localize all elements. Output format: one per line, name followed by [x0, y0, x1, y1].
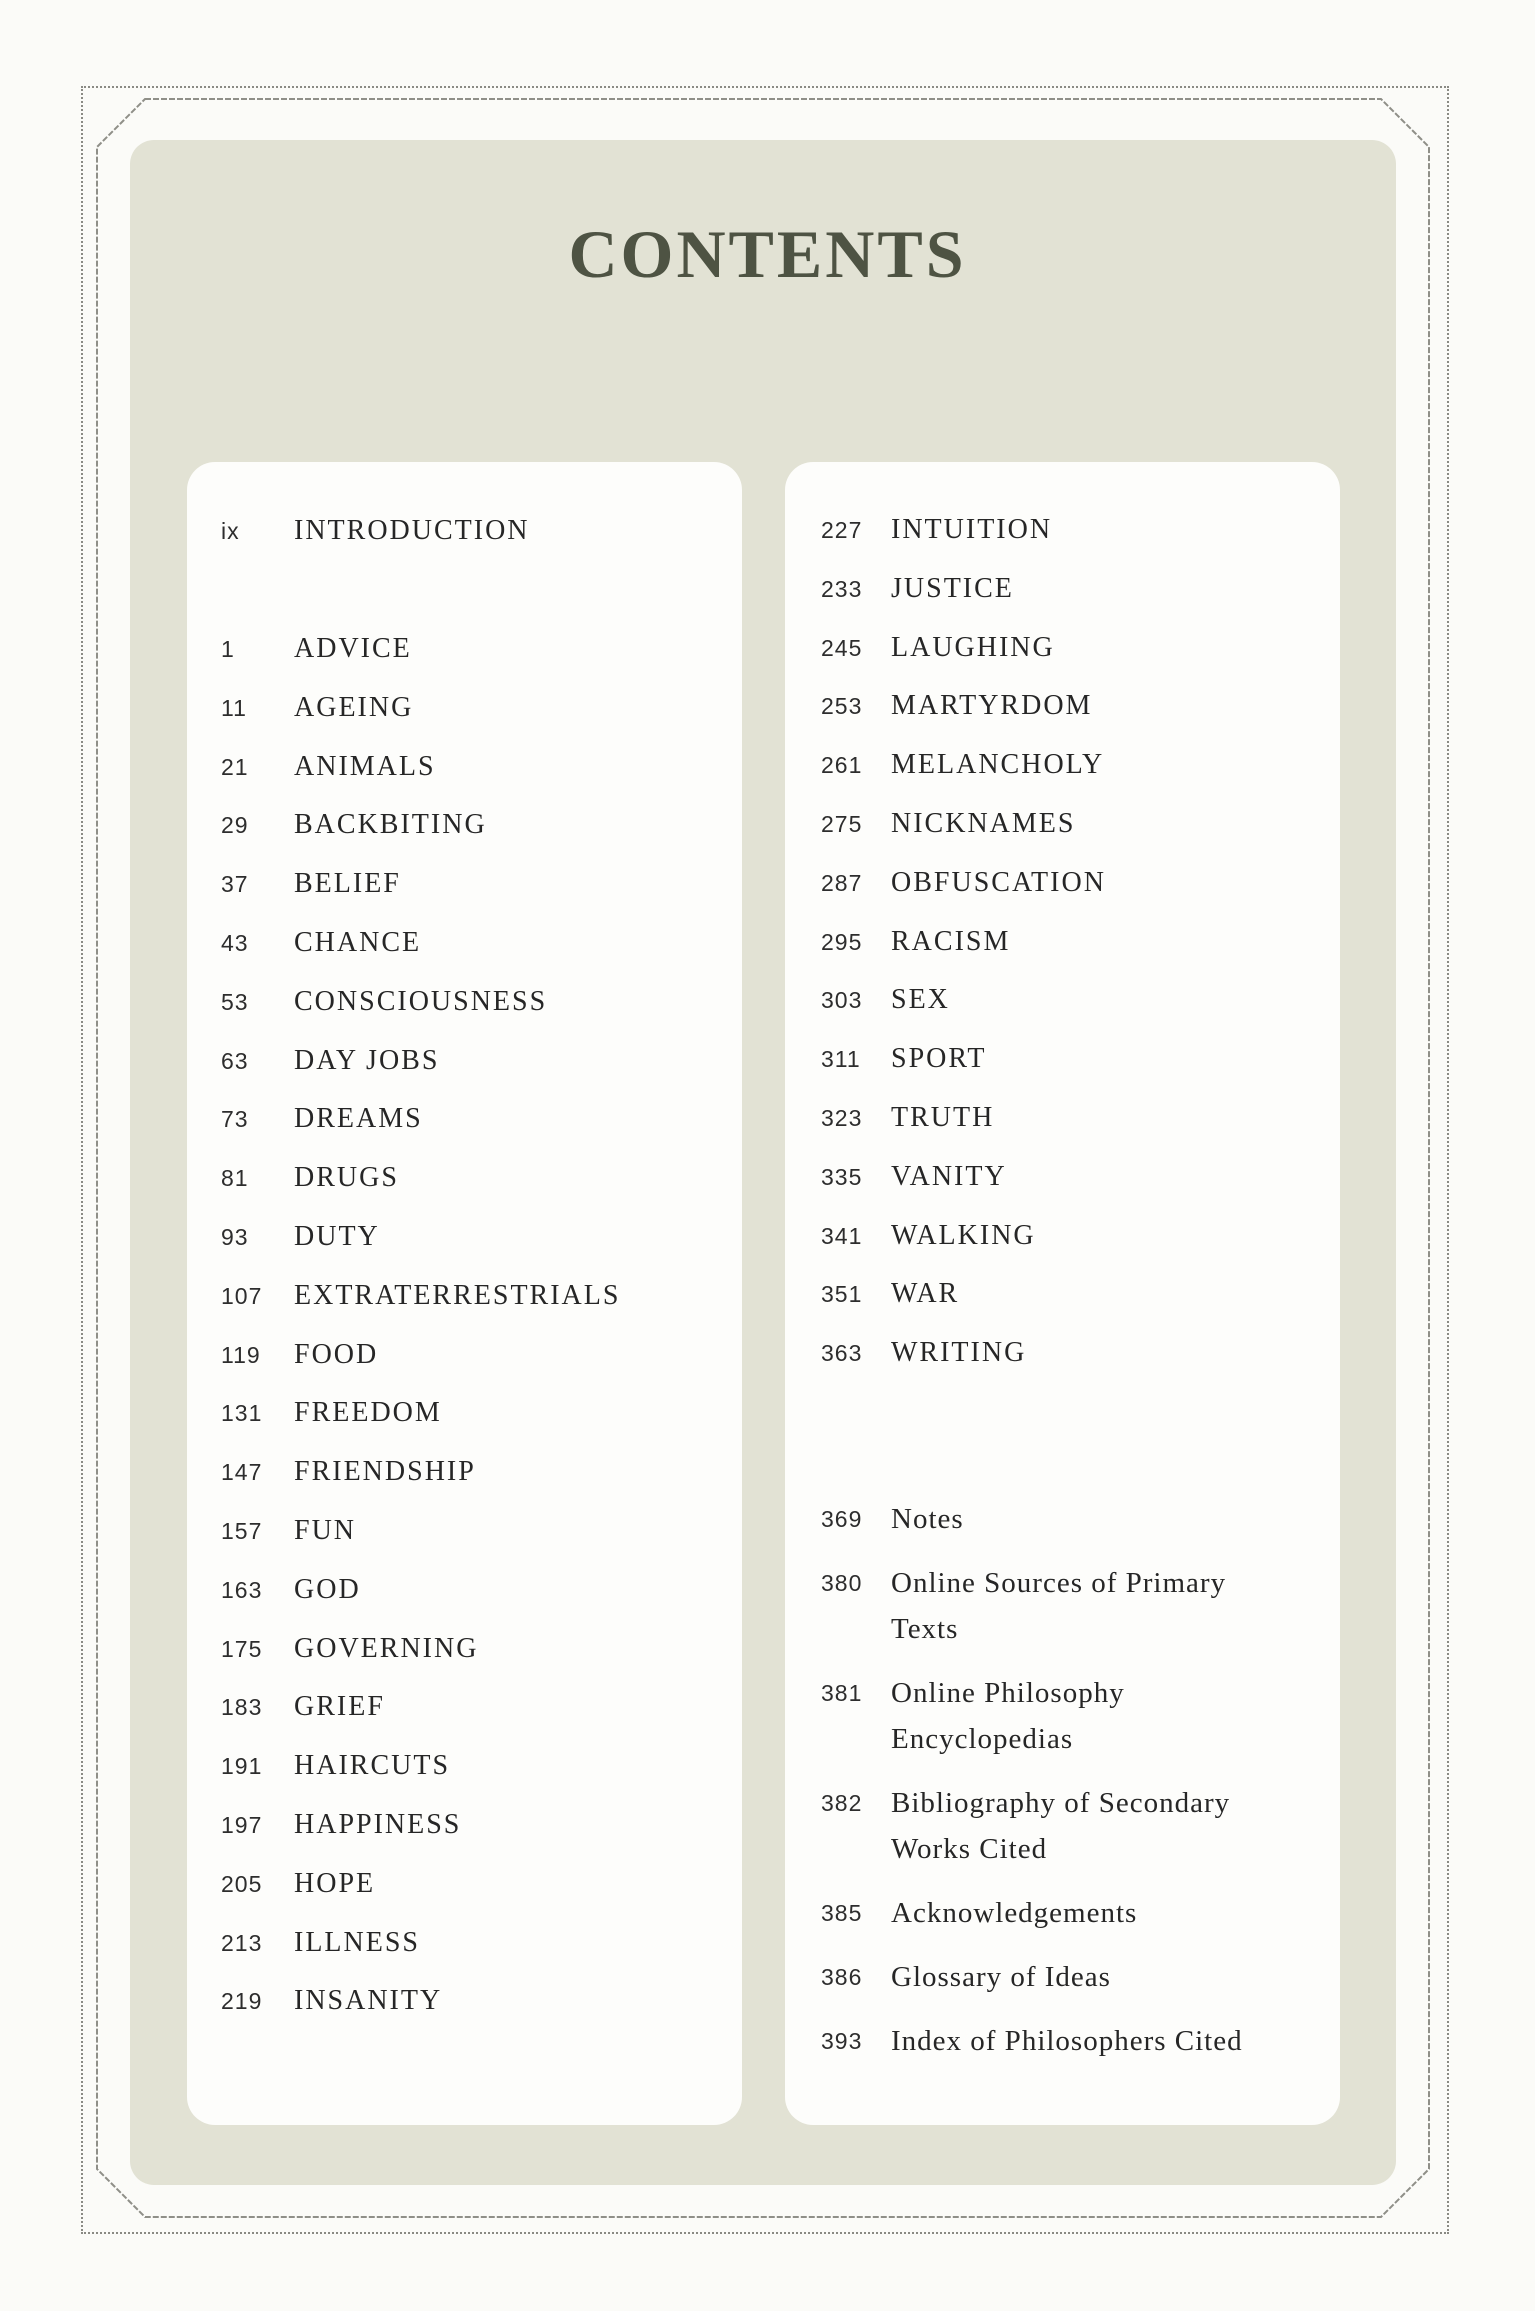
- page-number: 131: [221, 1400, 263, 1427]
- chapter-title: BELIEF: [294, 868, 401, 900]
- section-title: Index of Philosophers Cited: [891, 2025, 1243, 2057]
- chapter-title: INSANITY: [294, 1985, 443, 2017]
- back-matter-entry[interactable]: [821, 1496, 1341, 1542]
- chapter-title: OBFUSCATION: [891, 866, 1106, 898]
- page-number: 227: [821, 517, 863, 543]
- page-number: 393: [821, 2028, 863, 2054]
- page-number: 385: [821, 1900, 863, 1926]
- page-number: 233: [821, 575, 863, 602]
- back-matter-entry[interactable]: [821, 1670, 1341, 1762]
- page-number: 37: [221, 871, 249, 898]
- chapter-title: WRITING: [891, 1337, 1027, 1369]
- page-number: 163: [221, 1576, 263, 1603]
- page-number: 183: [221, 1694, 263, 1721]
- chapter-title: GOD: [294, 1573, 361, 1605]
- chapter-title: GOVERNING: [294, 1632, 479, 1664]
- page-number: 261: [821, 752, 863, 779]
- chapter-title: ANIMALS: [294, 750, 436, 782]
- page-number: 245: [821, 634, 863, 661]
- page-number: 287: [821, 869, 863, 896]
- page-number: 73: [221, 1106, 249, 1133]
- chapter-title: WALKING: [891, 1219, 1036, 1251]
- page-number: 275: [821, 811, 863, 837]
- chapter-title: FREEDOM: [294, 1397, 442, 1429]
- page-number: 197: [221, 1812, 263, 1838]
- chapter-title: LAUGHING: [891, 631, 1055, 663]
- page-number: 363: [821, 1340, 863, 1367]
- chapter-title: VANITY: [891, 1160, 1007, 1192]
- page-number: 63: [221, 1047, 249, 1074]
- page-number: 303: [821, 987, 863, 1014]
- section-title: Online Sources of Primary Texts: [891, 1567, 1227, 1645]
- chapter-title: DREAMS: [294, 1103, 423, 1135]
- chapter-title: RACISM: [891, 925, 1011, 957]
- section-title: Notes: [891, 1503, 964, 1535]
- page-number: 253: [821, 693, 863, 720]
- chapter-title: CONSCIOUSNESS: [294, 985, 548, 1017]
- page-number: 311: [821, 1046, 861, 1073]
- page-number: 147: [221, 1459, 263, 1486]
- chapter-title: NICKNAMES: [891, 808, 1076, 839]
- chapter-title: HOPE: [294, 1867, 376, 1899]
- chapter-title: BACKBITING: [294, 809, 487, 841]
- section-title: Online Philosophy Encyclopedias: [891, 1677, 1125, 1755]
- chapter-title: HAIRCUTS: [294, 1750, 451, 1782]
- chapter-title: CHANCE: [294, 927, 422, 958]
- back-matter-entry[interactable]: [821, 1890, 1341, 1936]
- chapter-title: GRIEF: [294, 1691, 385, 1723]
- page-number: 381: [821, 1680, 863, 1706]
- chapter-title: ADVICE: [294, 633, 412, 664]
- page-number: 351: [821, 1281, 863, 1308]
- page-number: 21: [221, 753, 249, 780]
- section-title: Acknowledgements: [891, 1897, 1138, 1929]
- chapter-title: INTUITION: [891, 514, 1053, 545]
- chapter-title: HAPPINESS: [294, 1809, 462, 1840]
- page-number: 53: [221, 988, 249, 1015]
- page-number: 107: [221, 1282, 263, 1309]
- back-matter-list: [821, 1496, 1341, 2082]
- page-number: 43: [221, 930, 249, 956]
- chapter-title: SEX: [891, 984, 950, 1016]
- page-number: 119: [221, 1341, 261, 1368]
- page-number: 93: [221, 1224, 249, 1250]
- page-number: 11: [221, 694, 247, 721]
- chapter-title: INTRODUCTION: [294, 515, 530, 546]
- page-number: 335: [821, 1163, 863, 1190]
- section-title: Bibliography of Secondary Works Cited: [891, 1787, 1231, 1865]
- page-number: 205: [221, 1870, 263, 1897]
- page-number: 341: [821, 1222, 863, 1249]
- chapter-title: JUSTICE: [891, 572, 1014, 604]
- back-matter-entry[interactable]: [821, 1780, 1341, 1872]
- chapter-title: MELANCHOLY: [891, 749, 1105, 781]
- chapter-title: TRUTH: [891, 1102, 995, 1133]
- section-title: Glossary of Ideas: [891, 1961, 1111, 1993]
- chapter-title: DAY JOBS: [294, 1044, 440, 1076]
- page-number: 382: [821, 1790, 863, 1816]
- page-number: ix: [221, 518, 240, 544]
- chapter-title: AGEING: [294, 691, 414, 723]
- chapter-title: MARTYRDOM: [891, 690, 1093, 722]
- page-number: 157: [221, 1518, 263, 1544]
- page-number: 213: [221, 1929, 263, 1956]
- page-title: CONTENTS: [568, 216, 967, 292]
- back-matter-entry[interactable]: [821, 1954, 1341, 2000]
- chapter-title: SPORT: [891, 1043, 987, 1075]
- page-number: 386: [821, 1964, 863, 1990]
- chapter-title: DUTY: [294, 1221, 380, 1252]
- page-number: 29: [221, 812, 249, 839]
- chapter-title: FOOD: [294, 1338, 379, 1370]
- page-number: 295: [821, 928, 863, 955]
- page-number: 380: [821, 1570, 863, 1596]
- back-matter-entry[interactable]: [821, 1560, 1341, 1652]
- chapter-title: FRIENDSHIP: [294, 1456, 476, 1488]
- page-number: 81: [221, 1165, 249, 1192]
- page-number: 219: [221, 1988, 263, 2015]
- back-matter-entry[interactable]: [821, 2018, 1341, 2064]
- chapter-title: ILLNESS: [294, 1926, 420, 1958]
- page-number: 191: [221, 1753, 263, 1780]
- chapter-title: EXTRATERRESTRIALS: [294, 1279, 621, 1311]
- page-number: 175: [221, 1635, 263, 1662]
- page-number: 323: [821, 1105, 863, 1131]
- chapter-title: DRUGS: [294, 1162, 399, 1194]
- chapter-title: FUN: [294, 1515, 357, 1546]
- chapter-title: WAR: [891, 1278, 960, 1310]
- page-number: 1: [221, 636, 235, 662]
- page-number: 369: [821, 1506, 863, 1532]
